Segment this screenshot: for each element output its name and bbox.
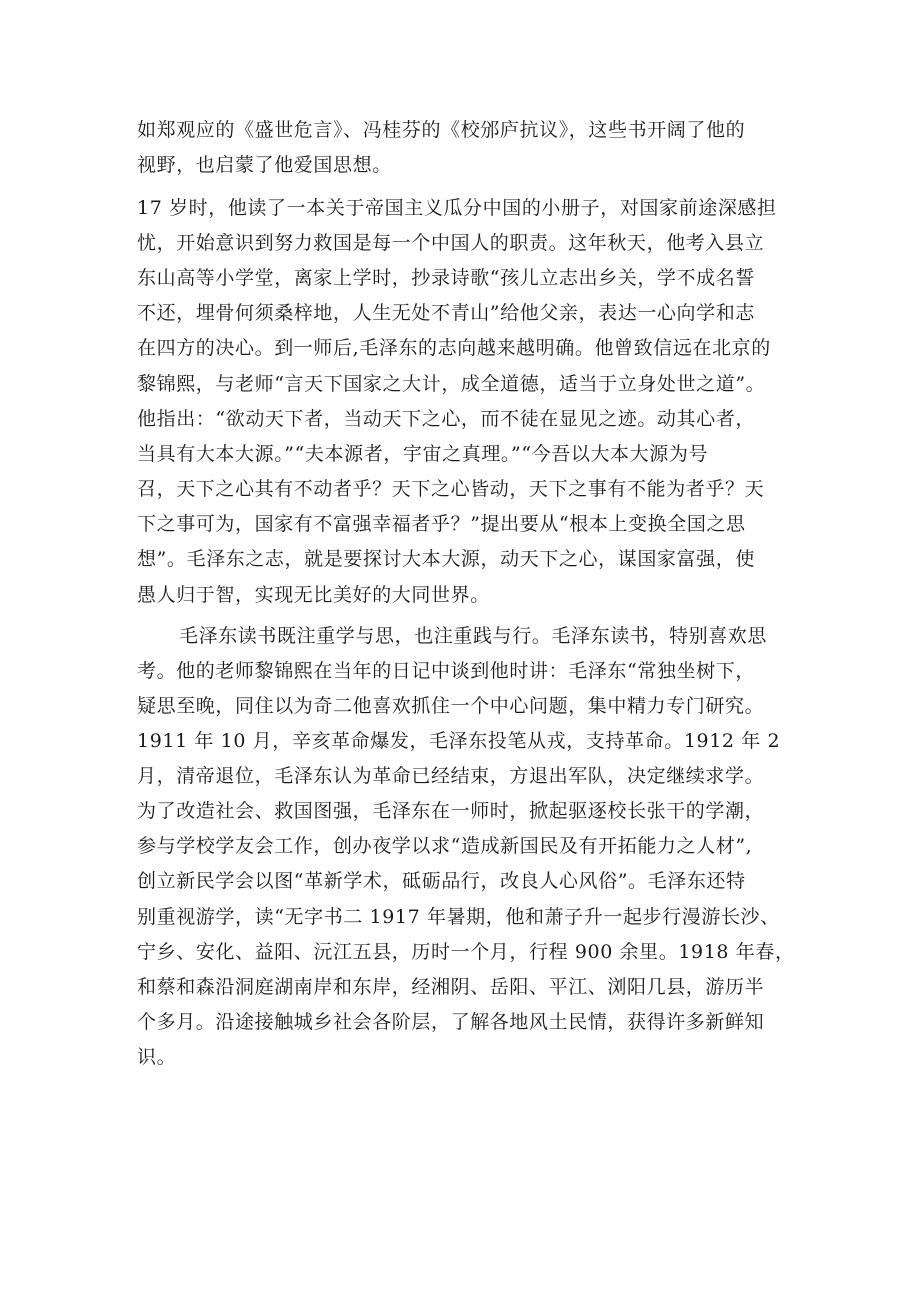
- text-line: 17 岁时，他读了一本关于帝国主义瓜分中国的小册子，对国家前途深感担: [137, 197, 777, 219]
- text-line: 在四方的决心。到一师后,毛泽东的志向越来越明确。他曾致信远在北京的: [137, 337, 771, 359]
- text-line: 召，天下之心其有不动者乎？天下之心皆动，天下之事有不能为者乎？天: [137, 478, 765, 500]
- text-line: 识。: [137, 1046, 177, 1068]
- text-line: 1911 年 10 月，辛亥革命爆发，毛泽东投笔从戎，支持革命。1912 年 2: [137, 730, 781, 752]
- text-line: 他指出：“欲动天下者，当动天下之心，而不徒在显见之迹。动其心者，: [137, 408, 755, 430]
- text-line: 不还，埋骨何须桑梓地，人生无处不青山”给他父亲，表达一心向学和志: [137, 302, 755, 324]
- paragraph-first-line: 毛泽东读书既注重学与思，也注重践与行。毛泽东读书，特别喜欢思: [179, 625, 768, 647]
- text-line: 和蔡和森沿洞庭湖南岸和东岸，经湘阴、岳阳、平江、浏阳几县，游历半: [137, 976, 765, 998]
- text-line: 月，清帝退位，毛泽东认为革命已经结束，方退出军队，决定继续求学。: [137, 765, 765, 787]
- text-line: 宁乡、安化、益阳、沅江五县，历时一个月，行程 900 余里。1918 年春，: [137, 941, 795, 963]
- text-line: 为了改造社会、救国图强，毛泽东在一师时，掀起驱逐校长张干的学潮，: [137, 800, 765, 822]
- text-line: 黎锦熙，与老师“言天下国家之大计，成全道德，适当于立身处世之道”。: [137, 373, 766, 395]
- text-line: 别重视游学，读“无字书二 1917 年暑期，他和萧子升一起步行漫游长沙、: [137, 906, 780, 928]
- text-line: 愚人归于智，实现无比美好的大同世界。: [137, 584, 490, 606]
- text-line: 如郑观应的《盛世危言》、冯桂芬的《校邠庐抗议》，这些书开阔了他的: [137, 119, 746, 141]
- text-line: 创立新民学会以图“革新学术，砥砺品行，改良人心风俗”。毛泽东还特: [137, 870, 746, 892]
- text-line: 想”。毛泽东之志，就是要探讨大本大源，动天下之心，谋国家富强，使: [137, 548, 755, 570]
- text-line: 视野，也启蒙了他爱国思想。: [137, 154, 392, 176]
- text-line: 东山高等小学堂，离家上学时，抄录诗歌“孩儿立志出乡关，学不成名誓: [137, 267, 755, 289]
- text-line: 当具有大本大源。”“夫本源者，宇宙之真理。”“今吾以大本大源为号: [137, 443, 709, 465]
- text-line: 疑思至晚，同住以为奇二他喜欢抓住一个中心问题，集中精力专门研究。: [137, 695, 765, 717]
- text-line: 参与学校学友会工作，创办夜学以求“造成新国民及有开拓能力之人材”,: [137, 835, 753, 857]
- text-line: 个多月。沿途接触城乡社会各阶层，了解各地风土民情，获得许多新鲜知: [137, 1011, 765, 1033]
- text-line: 下之事可为，国家有不富强幸福者乎？”提出要从“根本上变换全国之思: [137, 513, 746, 535]
- text-line: 忧，开始意识到努力救国是每一个中国人的职责。这年秋天，他考入县立: [137, 232, 765, 254]
- text-line: 考。他的老师黎锦熙在当年的日记中谈到他时讲：毛泽东“常独坐树下，: [137, 660, 755, 682]
